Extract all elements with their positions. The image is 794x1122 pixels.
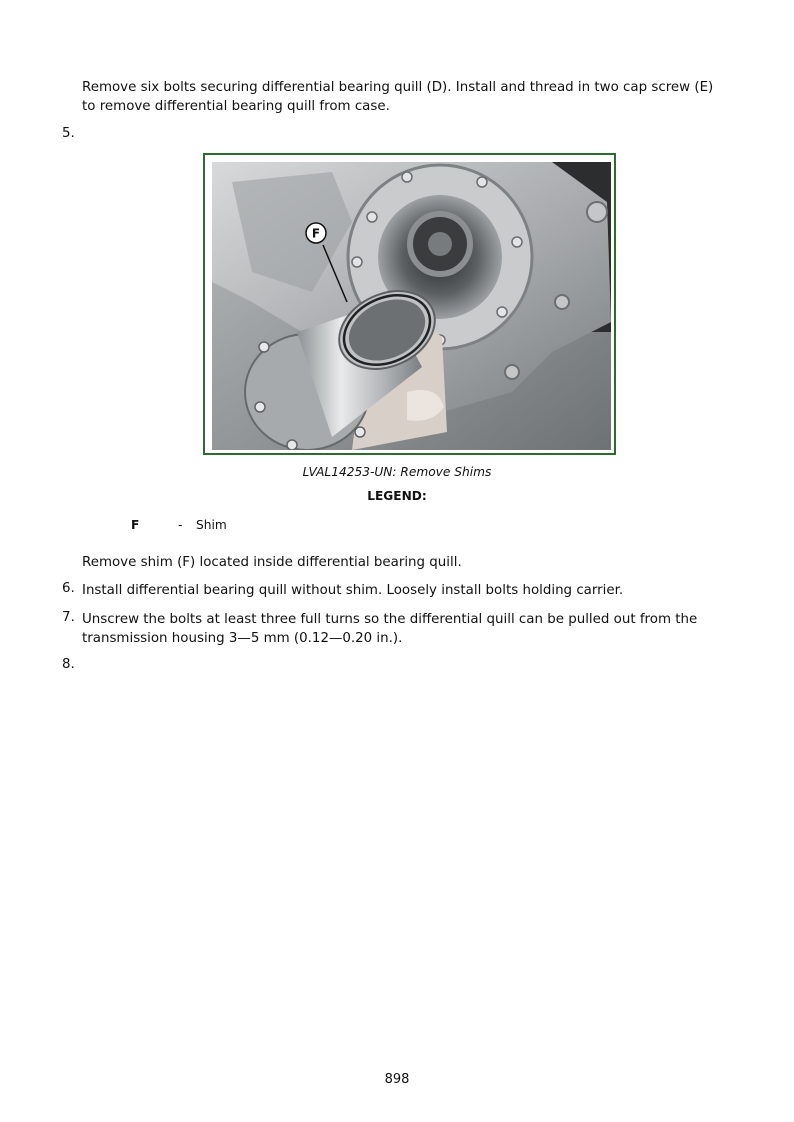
step-6-text: Install differential bearing quill without shim. Loosely install bolts holding carrier. [82,583,624,598]
step-8-number: 8. [62,657,75,672]
page-number: 898 [384,1072,410,1087]
step-5-number: 5. [62,126,75,141]
photo-transmission-quill [212,162,611,450]
callout-label: F [311,226,321,241]
step-7-text: Unscrew the bolts at least three full turns so the differential quill can be pulled out from the transmission housing 3—5 mm (0.12—0.20 in.). [82,612,698,646]
housing-boss [555,295,569,309]
step-6-number: 6. [62,581,75,596]
step-5-text: Remove shim (F) located inside differential bearing quill. [82,555,462,570]
figure-caption: LVAL14253-UN: Remove Shims [302,465,492,479]
step-4-text: Remove six bolts securing differential bearing quill (D). Install and thread in two cap screw (E) to remove differential bearing quill from case. [82,80,714,114]
legend-heading: LEGEND: [367,489,427,503]
figure-remove-shims [203,153,616,455]
shaft-end [428,232,452,256]
legend-key: F [131,518,140,532]
housing-boss [587,202,607,222]
legend-separator: - [178,518,183,532]
legend-label: Shim [196,518,227,532]
housing-boss [505,365,519,379]
step-7-number: 7. [62,610,75,625]
